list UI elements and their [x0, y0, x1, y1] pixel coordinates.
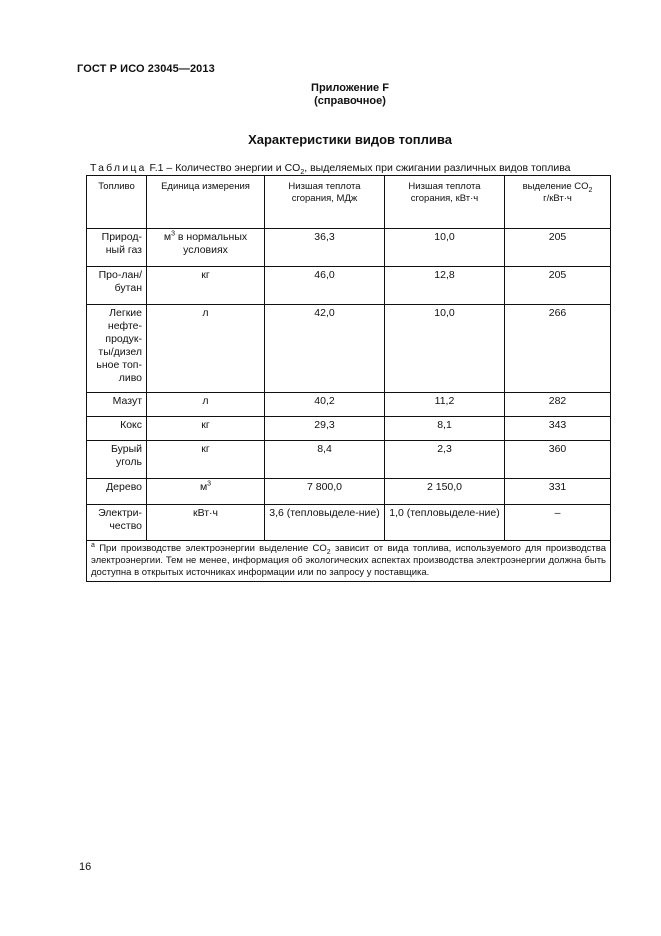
- table-row: [87, 229, 611, 267]
- cell-kwh: 10,0: [385, 305, 505, 393]
- cell-unit: кг: [147, 267, 265, 305]
- cell-kwh: 11,2: [385, 393, 505, 417]
- cell-fuel: Легкие нефте-продук-ты/дизел ьное топ-ливо: [87, 305, 147, 393]
- cell-co2: –: [505, 505, 611, 541]
- cell-unit: кг: [147, 441, 265, 479]
- appendix-note: (справочное): [314, 95, 386, 107]
- unit-sup: 3: [171, 230, 175, 238]
- note-after: зависит от вида топлива, используемого для производства электроэнергии. Тем не менее, информация об экологических аспектах производства электроэнергии должна быть доступна в открытых источниках информации или по запросу у поставщика.: [91, 543, 607, 578]
- cell-mj: 40,2: [265, 393, 385, 417]
- cell-fuel: Кокс: [87, 417, 147, 441]
- note-sub: 2: [326, 548, 331, 556]
- cell-mj: 36,3: [265, 229, 385, 267]
- col-co2-suffix: г/кВт·ч: [543, 193, 572, 204]
- cell-mj: 46,0: [265, 267, 385, 305]
- unit-text: м: [199, 481, 208, 493]
- cell-co2: 343: [505, 417, 611, 441]
- table-row: [87, 267, 611, 305]
- page-number: 16: [79, 861, 92, 873]
- fuel-table: [86, 175, 611, 582]
- table-header-row: [87, 176, 611, 229]
- cell-unit: [147, 229, 265, 267]
- caption-number: F.1: [149, 162, 164, 174]
- table-note-row: [87, 541, 611, 582]
- cell-mj: 8,4: [265, 441, 385, 479]
- cell-mj: 7 800,0: [265, 479, 385, 505]
- cell-co2: 282: [505, 393, 611, 417]
- table-row: [87, 417, 611, 441]
- cell-co2: 331: [505, 479, 611, 505]
- col-co2-prefix: выделение CO: [522, 181, 589, 192]
- cell-mj: 3,6 (тепловыделе-ние): [265, 505, 385, 541]
- cell-co2: 205: [505, 229, 611, 267]
- document-id: ГОСТ Р ИСО 23045—2013: [77, 63, 215, 75]
- fuel-text: Природ-ный газ: [101, 231, 142, 256]
- cell-kwh: 1,0 (тепловыделе-ние): [385, 505, 505, 541]
- caption-text-before: – Количество энергии и CO: [163, 162, 301, 174]
- cell-unit: л: [147, 393, 265, 417]
- cell-kwh: 10,0: [385, 229, 505, 267]
- table-footnote: [87, 541, 611, 582]
- col-header-kwh: Низшая теплота сгорания, кВт·ч: [385, 176, 505, 229]
- table-caption: [90, 162, 610, 177]
- cell-unit: [147, 479, 265, 505]
- appendix-title: Приложение F: [311, 82, 389, 94]
- unit-post: в нормальных условиях: [174, 231, 248, 256]
- cell-fuel: Электри-чество: [87, 505, 147, 541]
- cell-co2: 360: [505, 441, 611, 479]
- cell-co2: 205: [505, 267, 611, 305]
- caption-sub: 2: [300, 169, 305, 177]
- unit-text: м: [163, 231, 172, 243]
- table-row: [87, 479, 611, 505]
- caption-text-after: , выделяемых при сжигании различных видов топлива: [304, 162, 571, 174]
- table-row: [87, 393, 611, 417]
- col-header-co2: [505, 176, 611, 229]
- cell-fuel: Дерево: [87, 479, 147, 505]
- cell-fuel: Про-лан/бутан: [87, 267, 147, 305]
- note-marker: а: [91, 541, 95, 549]
- cell-mj: 29,3: [265, 417, 385, 441]
- cell-unit: кг: [147, 417, 265, 441]
- cell-fuel: Бурый уголь: [87, 441, 147, 479]
- col-header-unit: Единица измерения: [147, 176, 265, 229]
- cell-mj: 42,0: [265, 305, 385, 393]
- unit-sup: 3: [207, 480, 212, 488]
- cell-fuel: [87, 229, 147, 267]
- cell-kwh: 2,3: [385, 441, 505, 479]
- col-header-fuel: Топливо: [87, 176, 147, 229]
- cell-kwh: 8,1: [385, 417, 505, 441]
- cell-kwh: 12,8: [385, 267, 505, 305]
- table-row: [87, 505, 611, 541]
- col-header-mj: Низшая теплота сгорания, МДж: [265, 176, 385, 229]
- cell-fuel: Мазут: [87, 393, 147, 417]
- table-row: [87, 441, 611, 479]
- cell-kwh: 2 150,0: [385, 479, 505, 505]
- col-co2-sub: 2: [588, 186, 593, 194]
- cell-unit: л: [147, 305, 265, 393]
- table-row: [87, 305, 611, 393]
- section-title: Характеристики видов топлива: [248, 132, 452, 147]
- cell-co2: 266: [505, 305, 611, 393]
- caption-label: Таблица: [90, 162, 147, 174]
- note-before: При производстве электроэнергии выделение CO: [94, 543, 327, 554]
- cell-unit: кВт·ч: [147, 505, 265, 541]
